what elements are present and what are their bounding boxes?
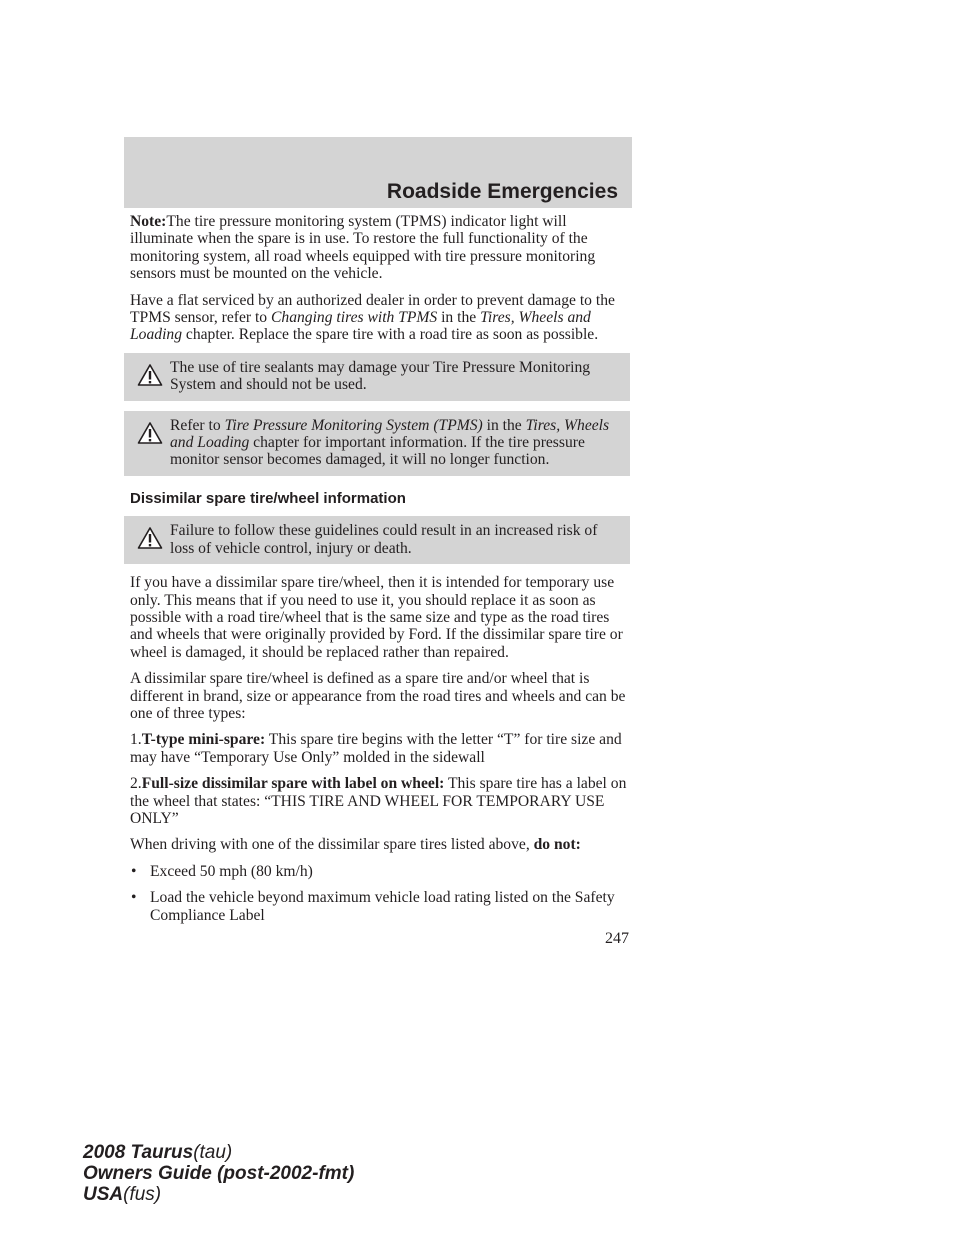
bullet-item [130,863,630,880]
dissimilar-paragraph: If you have a dissimilar spare tire/wheel, then it is intended for temporary use only. This means that if you need to use it, you should replace it as soon as possible with a road tire/wheel that is the same size and type as the road tires and wheels that were originally provided by Ford. If the dissimilar spare tire or wheel is damaged, it should be replaced rather than repaired. [130,574,623,661]
warning-text-part: in the [482,416,526,434]
footer-guide-type: Owners Guide (post-2002-fmt) [83,1163,355,1184]
item-text: This spare tire begins with the letter “T” for tire size and may have “Temporary Use Only” molded in the sidewall [130,731,622,766]
footer-line-2 [83,1163,354,1184]
item-number: 1. [130,731,142,749]
warning-text [130,417,624,469]
flat-service-text: chapter. Replace the spare tire with a road tire as soon as possible. [182,326,599,344]
section-heading: Dissimilar spare tire/wheel information [130,489,406,507]
numbered-item-2 [130,775,630,827]
numbered-item-1 [130,731,630,766]
warning-box-guidelines [124,516,630,564]
warning-text-part: Refer to [170,416,225,434]
item-label: Full-size dissimilar spare with label on wheel: [141,775,445,793]
warning-triangle-icon [137,526,163,550]
footer-market: USA [83,1184,124,1205]
bullet-text: Exceed 50 mph (80 km/h) [150,862,313,880]
warning-box-tpms [124,411,630,476]
footer-market-code: (fus) [123,1184,162,1205]
footer-line-3 [83,1184,354,1205]
footer-model-code: (tau) [193,1142,233,1163]
chapter-header [124,137,632,208]
page-number: 247 [605,930,629,947]
warning-text: Failure to follow these guidelines could result in an increased risk of loss of vehicle control, injury or death. [170,522,598,557]
warning-triangle-icon [137,363,163,387]
changing-tires-reference: Changing tires with TPMS [271,309,438,327]
warning-triangle-icon [137,421,163,445]
bullet-dot: • [131,862,137,880]
page-content [130,213,630,933]
flat-service-text: in the [437,309,481,327]
flat-service-text: Have a flat serviced by an authorized dealer in order to prevent damage to the TPMS sensor, refer to [130,291,615,327]
definition-paragraph: A dissimilar spare tire/wheel is defined as a spare tire and/or wheel that is different in brand, size or appearance from the road tires and wheels and can be one of three types: [130,670,626,722]
document-footer [83,1142,354,1205]
bullet-dot: • [131,889,137,907]
bullet-item [130,889,630,924]
bullet-text: Load the vehicle beyond maximum vehicle load rating listed on the Safety Compliance Label [150,889,615,924]
item-text: This spare tire has a label on the wheel that states: “THIS TIRE AND WHEEL FOR TEMPORARY USE ONLY” [130,775,627,827]
tires-wheels-loading-reference: Tires, Wheels and Loading [170,416,610,452]
warning-text-part: chapter for important information. If the tire pressure monitor sensor becomes damaged, it will no longer function. [170,434,585,469]
note-text: The tire pressure monitoring system (TPMS) indicator light will illuminate when the spare is in use. To restore the full functionality of the monitoring system, all road wheels equipped with tire pressure monitoring sensors must be mounted on the vehicle. [130,213,596,283]
footer-model: 2008 Taurus [83,1142,194,1163]
note-paragraph [130,213,630,283]
note-label: Note: [130,213,167,230]
tires-wheels-loading-reference: Tires, Wheels and Loading [130,309,591,344]
warning-box-sealant [124,353,630,401]
tpms-reference: Tire Pressure Monitoring System (TPMS) [224,416,483,434]
warning-text: The use of tire sealants may damage your Tire Pressure Monitoring System and should not be used. [170,358,591,394]
driving-paragraph [130,836,630,853]
item-number: 2. [130,775,142,793]
do-not-label: do not: [533,836,581,854]
flat-service-paragraph [130,292,630,344]
driving-text: When driving with one of the dissimilar spare tires listed above, [130,836,534,854]
item-label: T-type mini-spare: [141,731,266,749]
chapter-title: Roadside Emergencies [386,180,618,203]
footer-line-1 [83,1142,354,1163]
